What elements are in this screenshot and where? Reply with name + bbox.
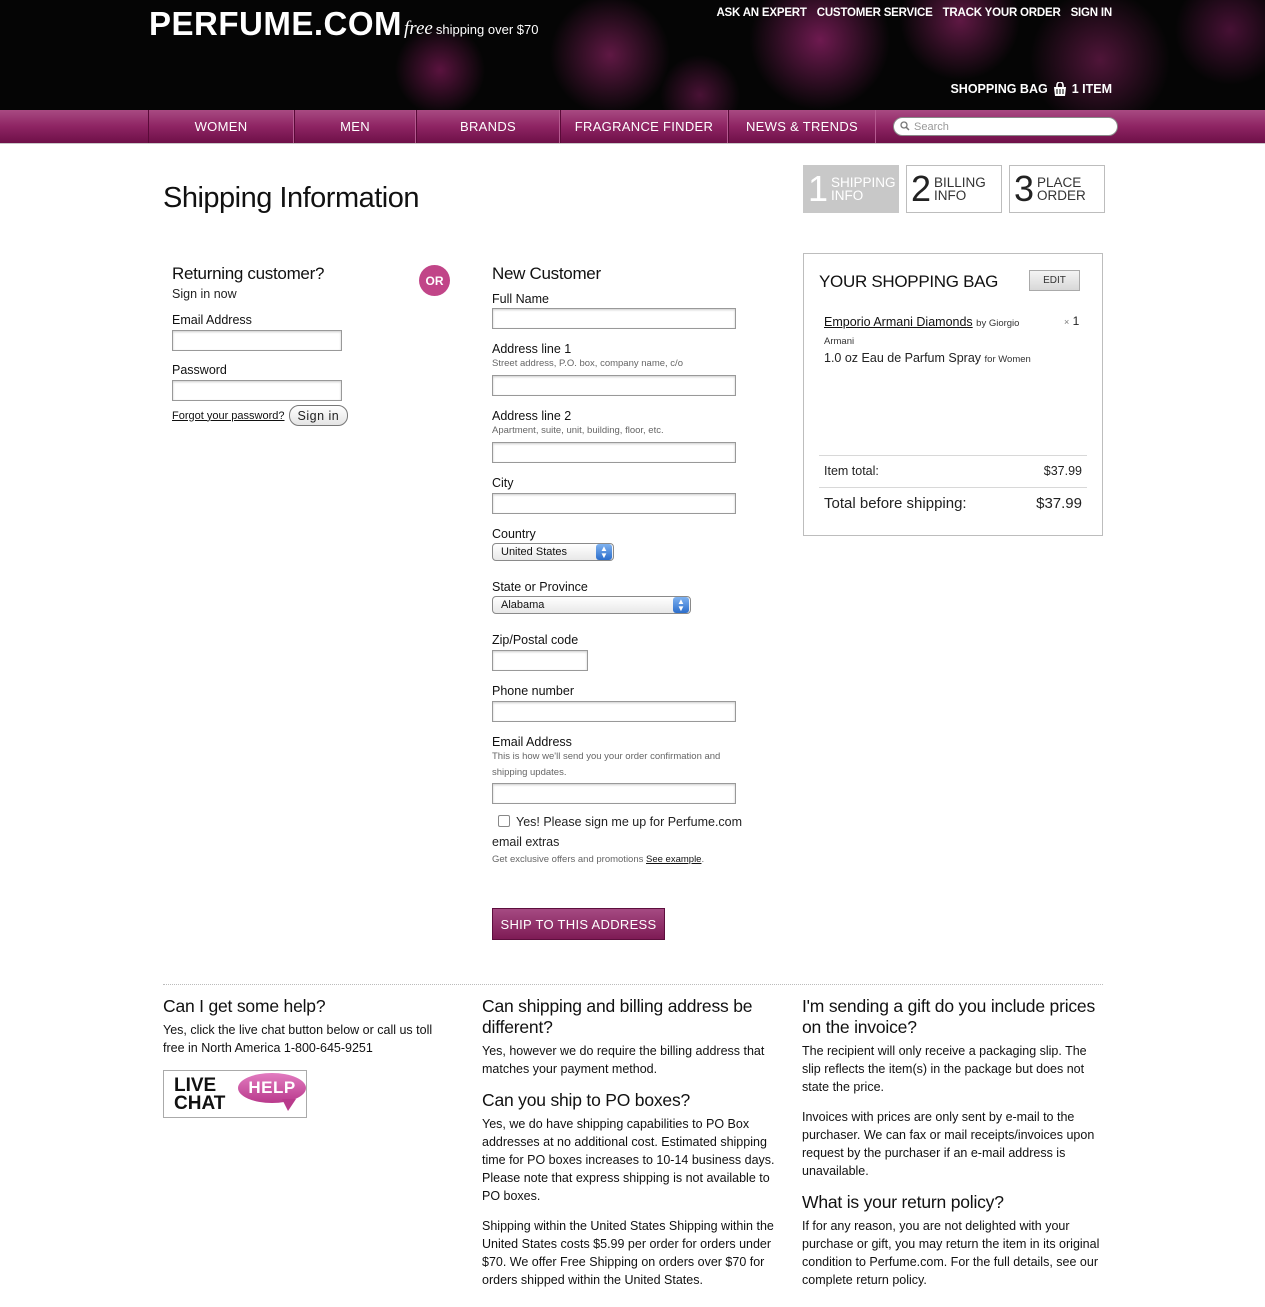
nav-women[interactable]: WOMEN [148, 110, 294, 143]
select-arrows-icon: ▲ ▼ [673, 597, 689, 613]
address2-label: Address line 2 [492, 409, 572, 423]
state-select[interactable] [492, 596, 691, 614]
edit-bag-button[interactable]: EDIT [1029, 270, 1080, 291]
faq-gift-text-1: The recipient will only receive a packaging slip. The slip reflects the item(s) in the package but does not state the price. [802, 1044, 1087, 1094]
ship-to-address-button[interactable]: SHIP TO THIS ADDRESS [492, 908, 665, 940]
bag-item-size: 1.0 oz Eau de Parfum Spray [824, 351, 982, 365]
forgot-password-link[interactable]: Forgot your password? [172, 409, 285, 422]
returning-heading: Returning customer? [172, 264, 325, 283]
email-hint: This is how we'll send you your order confirmation and shipping updates. [492, 751, 721, 778]
address1-label: Address line 1 [492, 342, 572, 356]
faq-diff-text: Yes, however we do require the billing address that matches your payment method. [482, 1044, 765, 1076]
track-order-link[interactable]: TRACK YOUR ORDER [942, 7, 1061, 19]
zip-input[interactable] [492, 650, 588, 671]
returning-password-input[interactable] [172, 380, 342, 401]
shopping-bag-icon [1053, 82, 1067, 96]
step-number: 2 [911, 168, 932, 209]
faq-col-help [163, 996, 453, 1118]
newsletter-row [492, 812, 757, 852]
faq-col-gift [802, 996, 1102, 1289]
sign-in-button[interactable]: Sign in [289, 405, 349, 426]
search-box [893, 117, 1118, 136]
faq-gift-text-2: Invoices with prices are only sent by e-mail to the purchaser. We can fax or mail receipts/invoices upon request by the purchaser if an e-mail address is unavailable. [802, 1110, 1095, 1178]
shopping-bag-link[interactable] [950, 82, 1112, 96]
nav-men[interactable]: MEN [294, 110, 416, 143]
newsletter-label: Yes! Please sign me up for Perfume.com email extras [492, 815, 743, 849]
main-nav [0, 110, 1265, 144]
step-shipping-info [803, 165, 899, 213]
returning-email-input[interactable] [172, 330, 342, 351]
step-place-order [1009, 165, 1105, 213]
bag-item-brand: by Giorgio Armani [824, 318, 1020, 347]
search-icon [900, 119, 910, 134]
country-label: Country [492, 527, 536, 541]
top-links [716, 7, 1112, 19]
phone-input[interactable] [492, 701, 736, 722]
faq-us-shipping-text: Shipping within the United States Shipping within the United States costs $5.99 per order for orders under $70. We offer Free Shipping on orders over $70 for orders shipped within the United States. [482, 1219, 774, 1287]
bag-item-quantity [1064, 314, 1079, 328]
city-label: City [492, 476, 514, 490]
state-label: State or Province [492, 580, 588, 594]
bag-divider [819, 487, 1087, 488]
site-header [0, 0, 1265, 110]
zip-label: Zip/Postal code [492, 633, 579, 647]
email-input[interactable] [492, 783, 736, 804]
nav-fragrance-finder[interactable]: FRAGRANCE FINDER [560, 110, 728, 143]
faq-help-text: Yes, click the live chat button below or call us toll free in North America 1-800-645-9251 [163, 1023, 433, 1055]
total-before-shipping-value: $37.99 [1036, 495, 1082, 512]
faq-return-text: If for any reason, you are not delighted with your purchase or gift, you may return the item in its original condition to Perfume.com. For the full details, see our complete return policy. [802, 1219, 1100, 1287]
live-chat-button[interactable] [163, 1070, 307, 1118]
phone-label: Phone number [492, 684, 575, 698]
new-customer-heading: New Customer [492, 264, 601, 283]
item-total-label: Item total: [824, 464, 879, 478]
item-total-value: $37.99 [1043, 464, 1082, 478]
tagline-rest: shipping over $70 [435, 22, 539, 37]
returning-password-label: Password [172, 363, 227, 377]
shopping-bag-label: SHOPPING BAG [950, 82, 1048, 96]
email-label: Email Address [492, 735, 572, 749]
see-example-link[interactable]: See example [646, 854, 702, 865]
newsletter-hint-row: Get exclusive offers and promotions See example. [492, 854, 705, 865]
address2-input[interactable] [492, 442, 736, 463]
step-number: 3 [1014, 168, 1035, 209]
step-billing-info [906, 165, 1002, 213]
full-name-label: Full Name [492, 292, 549, 306]
nav-news-trends[interactable]: NEWS & TRENDS [728, 110, 876, 143]
bag-item-name-link[interactable]: Emporio Armani Diamonds [824, 315, 973, 329]
help-bubble-icon: HELP [238, 1073, 306, 1103]
address2-hint: Apartment, suite, unit, building, floor, etc. [492, 425, 664, 436]
step-label: PLACE ORDER [1037, 175, 1086, 203]
state-select-value: Alabama [501, 599, 545, 611]
page-title: Shipping Information [163, 182, 419, 214]
shopping-bag-count: 1 ITEM [1071, 82, 1112, 96]
live-chat-label: LIVE CHAT [174, 1075, 226, 1114]
full-name-input[interactable] [492, 308, 736, 329]
city-input[interactable] [492, 493, 736, 514]
address1-input[interactable] [492, 375, 736, 396]
faq-return-heading: What is your return policy? [802, 1192, 1004, 1212]
total-before-shipping-label: Total before shipping: [824, 495, 967, 512]
quantity-value: 1 [1072, 314, 1080, 328]
step-label: BILLING INFO [934, 175, 986, 203]
customer-service-link[interactable]: CUSTOMER SERVICE [816, 7, 933, 19]
step-label: SHIPPING INFO [831, 175, 896, 203]
bag-item [824, 314, 1039, 368]
faq-diff-heading: Can shipping and billing address be different? [482, 996, 753, 1037]
newsletter-hint: Get exclusive offers and promotions [492, 854, 644, 865]
checkout-steps [803, 165, 1105, 213]
sign-in-link[interactable]: SIGN IN [1070, 7, 1112, 19]
nav-brands[interactable]: BRANDS [416, 110, 560, 143]
bag-item-for: for Women [984, 354, 1031, 365]
ask-an-expert-link[interactable]: ASK AN EXPERT [716, 7, 807, 19]
free-shipping-tagline [404, 18, 538, 40]
country-select[interactable] [492, 543, 614, 561]
shopping-bag-summary [803, 253, 1103, 536]
faq-help-heading: Can I get some help? [163, 996, 326, 1016]
returning-subheading: Sign in now [172, 287, 237, 301]
returning-email-label: Email Address [172, 313, 252, 327]
search-input[interactable] [914, 121, 1104, 133]
help-bubble-tail [282, 1099, 296, 1111]
faq-col-shipping [482, 996, 782, 1289]
quantity-times-icon: × [1064, 317, 1070, 327]
bag-divider [819, 455, 1087, 456]
site-logo[interactable]: PERFUME.COM [149, 5, 402, 42]
address1-hint: Street address, P.O. box, company name, c/o [492, 358, 683, 369]
country-select-value: United States [501, 546, 568, 558]
tagline-free: free [404, 18, 433, 39]
bag-title: YOUR SHOPPING BAG [819, 272, 999, 291]
step-number: 1 [808, 168, 829, 209]
faq-divider [163, 984, 1103, 985]
new-customer-form [492, 264, 772, 868]
faq-po-heading: Can you ship to PO boxes? [482, 1090, 691, 1110]
or-badge: OR [419, 265, 450, 296]
faq-po-text: Yes, we do have shipping capabilities to PO Box addresses at no additional cost. Estimated shipping time for PO boxes increases to 10-14 business days. Please note that express shipping is not available to PO boxes. [482, 1117, 775, 1203]
select-arrows-icon: ▲ ▼ [596, 544, 612, 560]
newsletter-checkbox[interactable] [498, 815, 510, 827]
faq-gift-heading: I'm sending a gift do you include prices on the invoice? [802, 996, 1096, 1037]
returning-customer-form [172, 264, 442, 426]
